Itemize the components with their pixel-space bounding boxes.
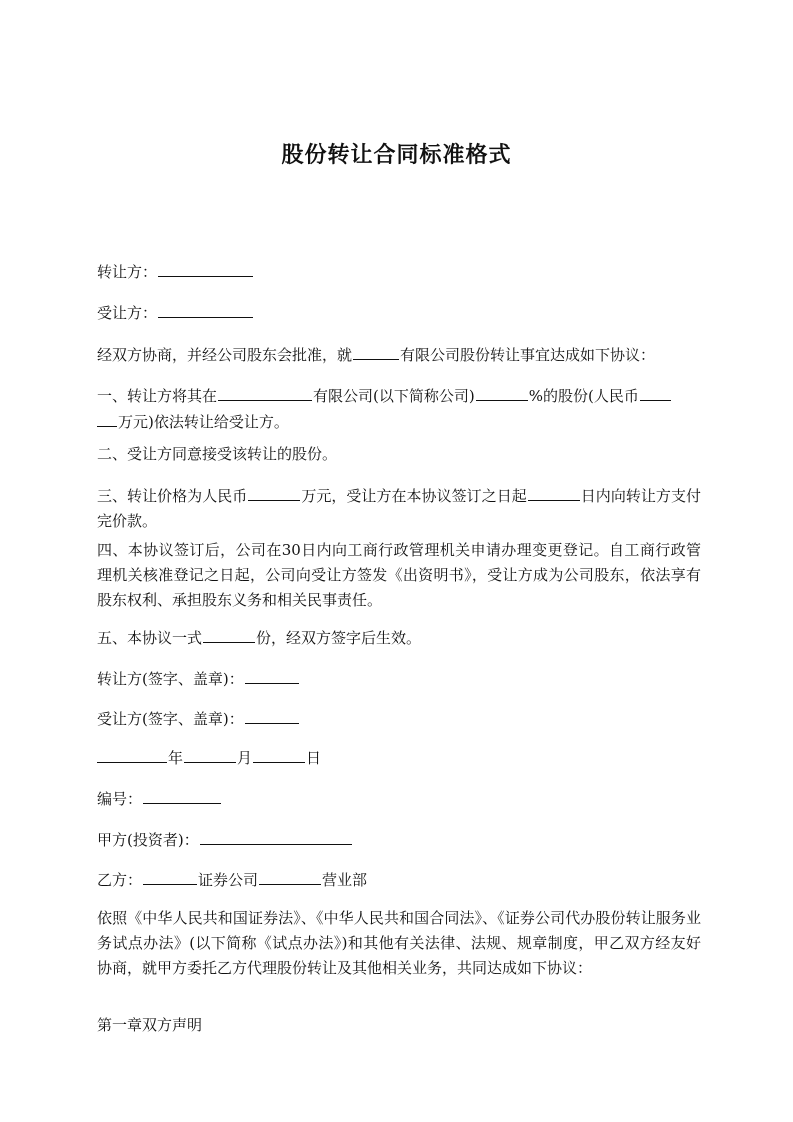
transferor-signature-label: 转让方(签字、盖章)： bbox=[97, 670, 244, 688]
clause-1-amount-blank-b[interactable] bbox=[97, 409, 117, 427]
number-blank[interactable] bbox=[143, 786, 221, 804]
number-label: 编号： bbox=[97, 790, 143, 808]
transferee-signature-blank[interactable] bbox=[245, 706, 299, 724]
transferor-blank[interactable] bbox=[158, 259, 253, 277]
clause-5 bbox=[97, 625, 701, 651]
month-label: 月 bbox=[237, 749, 253, 767]
clause-5-text-1: 五、本协议一式 bbox=[97, 629, 203, 647]
agreement-basis-text: 依照《中华人民共和国证券法》、《中华人民共和国合同法》、《证券公司代办股份转让服务业务试点办法》(以下简称《试点办法》)和其他有关法律、法规、规章制度，甲乙双方经友好协商，就甲方委托乙方代理股份转让及其他相关业务，共同达成如下协议： bbox=[97, 909, 701, 977]
clause-1 bbox=[97, 383, 701, 435]
clause-1-text-4: 万元)依法转让给受让方。 bbox=[118, 413, 289, 431]
transferor-label: 转让方： bbox=[97, 263, 158, 281]
clause-1-company-blank[interactable] bbox=[218, 383, 312, 401]
securities-company-blank[interactable] bbox=[143, 867, 197, 885]
clause-1-amount-blank-a[interactable] bbox=[640, 383, 671, 401]
clause-3 bbox=[97, 483, 701, 534]
clause-1-text-1: 一、转让方将其在 bbox=[97, 387, 218, 405]
chapter-1-heading bbox=[97, 1013, 701, 1038]
transferor-line bbox=[97, 259, 701, 285]
clause-1-percent-blank[interactable] bbox=[476, 383, 528, 401]
clause-3-price-blank[interactable] bbox=[248, 483, 300, 501]
transferee-label: 受让方： bbox=[97, 304, 158, 322]
preamble-paragraph bbox=[97, 342, 701, 368]
clause-2 bbox=[97, 442, 701, 467]
clause-1-text-2: 有限公司(以下简称公司) bbox=[313, 387, 475, 405]
party-a-label: 甲方(投资者)： bbox=[97, 831, 199, 849]
transferor-signature-blank[interactable] bbox=[245, 666, 299, 684]
number-line bbox=[97, 786, 701, 812]
preamble-text-2: 有限公司股份转让事宜达成如下协议： bbox=[400, 346, 656, 364]
party-b-line bbox=[97, 867, 701, 893]
transferee-line bbox=[97, 300, 701, 326]
year-blank[interactable] bbox=[97, 745, 167, 763]
clause-3-text-3: 日内向转让方支付完价款。 bbox=[97, 487, 701, 530]
clause-3-days-blank[interactable] bbox=[528, 483, 580, 501]
clause-5-text-2: 份，经双方签字后生效。 bbox=[256, 629, 422, 647]
transferee-signature-label: 受让方(签字、盖章)： bbox=[97, 710, 244, 728]
transferee-signature-line bbox=[97, 706, 701, 732]
company-name-blank[interactable] bbox=[353, 342, 399, 360]
clause-3-text-2: 万元，受让方在本协议签订之日起 bbox=[301, 487, 527, 505]
transferor-signature-line bbox=[97, 666, 701, 692]
party-a-blank[interactable] bbox=[200, 827, 352, 845]
agreement-basis-paragraph bbox=[97, 906, 701, 981]
clause-5-copies-blank[interactable] bbox=[203, 625, 255, 643]
branch-blank[interactable] bbox=[259, 867, 321, 885]
clause-4 bbox=[97, 538, 701, 613]
chapter-1-heading-text: 第一章双方声明 bbox=[97, 1016, 203, 1034]
day-blank[interactable] bbox=[253, 745, 305, 763]
branch-label: 营业部 bbox=[322, 871, 368, 889]
preamble-text-1: 经双方协商，并经公司股东会批准，就 bbox=[97, 346, 353, 364]
party-a-line bbox=[97, 827, 701, 853]
transferee-blank[interactable] bbox=[158, 300, 253, 318]
year-label: 年 bbox=[168, 749, 184, 767]
clause-2-text: 二、受让方同意接受该转让的股份。 bbox=[97, 445, 338, 463]
clause-4-text: 四、本协议签订后，公司在30日内向工商行政管理机关申请办理变更登记。自工商行政管理机关核准登记之日起，公司向受让方签发《出资明书》，受让方成为公司股东，依法享有股东权利、承担股东义务和相关民事责任。 bbox=[97, 541, 701, 609]
date-line bbox=[97, 745, 701, 771]
document-title: 股份转让合同标准格式 bbox=[281, 143, 512, 168]
month-blank[interactable] bbox=[184, 745, 236, 763]
day-label: 日 bbox=[306, 749, 322, 767]
party-b-label: 乙方： bbox=[97, 871, 143, 889]
clause-3-text-1: 三、转让价格为人民币 bbox=[97, 487, 248, 505]
securities-company-label: 证券公司 bbox=[198, 871, 259, 889]
clause-1-text-3: %的股份(人民币 bbox=[528, 387, 639, 405]
